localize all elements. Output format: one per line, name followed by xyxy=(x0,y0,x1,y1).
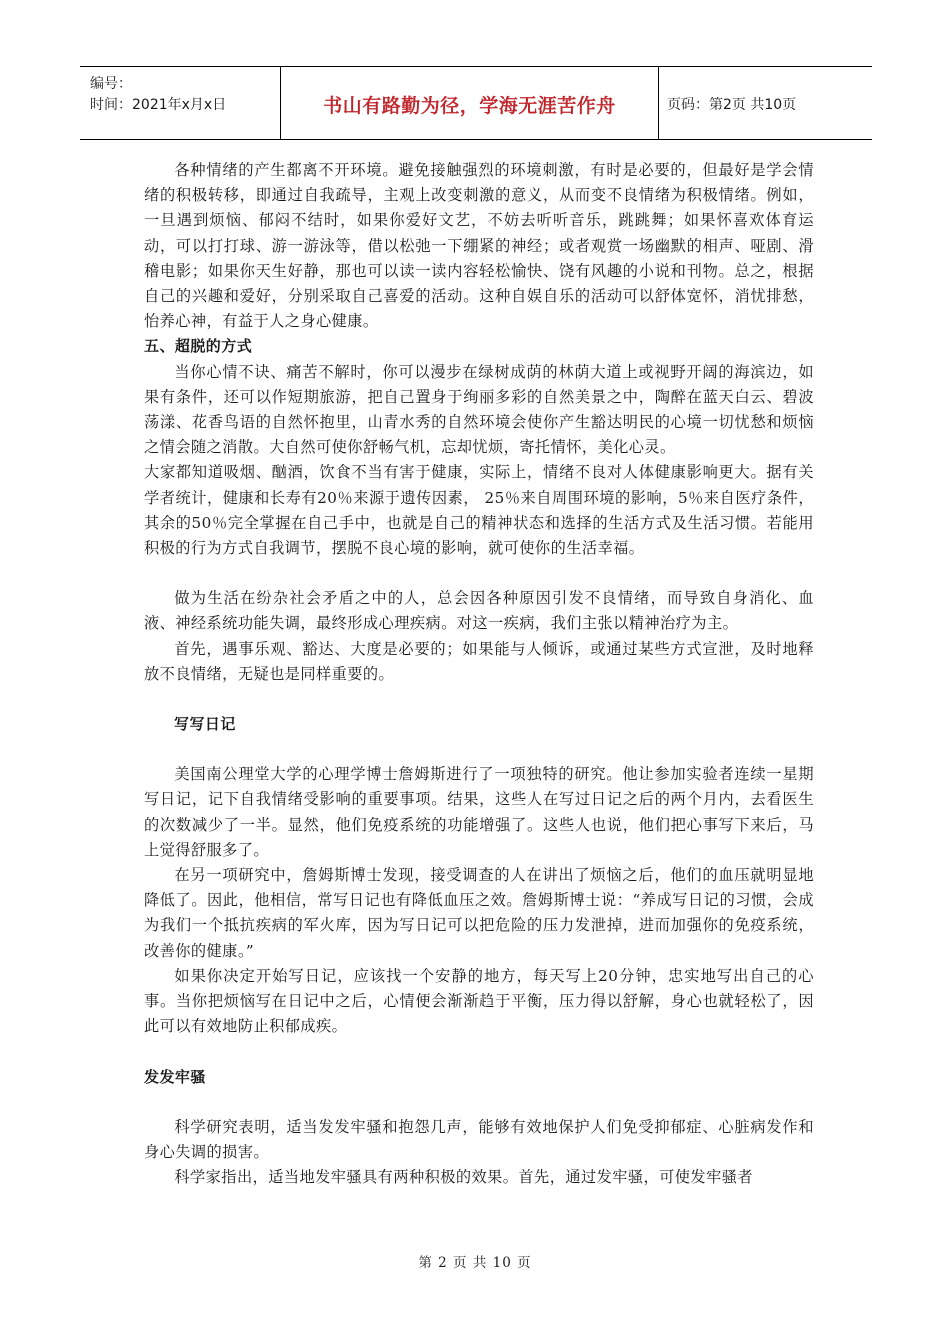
header-page-cell xyxy=(659,67,872,139)
document-body xyxy=(144,158,814,1190)
header-meta-cell xyxy=(80,67,281,139)
paragraph: 如果你决定开始写日记，应该找一个安静的地方，每天写上20分钟，忠实地写出自己的心事。当你把烦恼写在日记中之后，心情便会渐渐趋于平衡，压力得以舒解，身心也就轻松了，因此可以有效地防止积郁成疾。 xyxy=(144,966,814,1036)
page-header xyxy=(80,66,872,140)
time-label: 时间：2021年x月x日 xyxy=(90,97,227,113)
paragraph: 美国南公理堂大学的心理学博士詹姆斯进行了一项独特的研究。他让参加实验者连续一星期写日记，记下自我情绪受影响的重要事项。结果，这些人在写过日记之后的两个月内，去看医生的次数减少了一半。显然，他们免疫系统的功能增强了。这些人也说，他们把心事写下来后，马上觉得舒服多了。 xyxy=(144,765,814,859)
paragraph: 首先，遇事乐观、豁达、大度是必要的；如果能与人倾诉，或通过某些方式宣泄，及时地释放不良情绪，无疑也是同样重要的。 xyxy=(144,639,814,683)
paragraph: 各种情绪的产生都离不开环境。避免接触强烈的环境刺激，有时是必要的，但最好是学会情绪的积极转移，即通过自我疏导，主观上改变刺激的意义，从而变不良情绪为积极情绪。例如，一旦遇到烦恼、郁闷不结时，如果你爱好文艺，不妨去听听音乐，跳跳舞；如果怀喜欢体育运动，可以打打球、游一游泳等，借以松弛一下绷紧的神经；或者观赏一场幽默的相声、哑剧、滑稽电影；如果你天生好静，那也可以读一读内容轻松愉快、饶有风趣的小说和刊物。总之，根据自己的兴趣和爱好，分别采取自己喜爱的活动。这种自娱自乐的活动可以舒体宽怀，消忧排愁，怡养心神，有益于人之身心健康。 xyxy=(144,161,814,331)
section-heading: 写写日记 xyxy=(174,715,236,734)
page-footer: 第 2 页 共 10 页 xyxy=(418,1255,532,1271)
paragraph: 大家都知道吸烟、酗酒，饮食不当有害于健康，实际上，情绪不良对人体健康影响更大。据有关学者统计，健康和长寿有20％来源于遗传因素， 25％来自周围环境的影响，5％来自医疗条件，其余的50％完全掌握在自己手中，也就是自己的精神状态和选择的生活方式及生活习惯。若能用积极的行为方式自我调节，摆脱不良心境的影响，就可使你的生活幸福。 xyxy=(144,463,814,558)
page-number-label: 页码：第2页 共10页 xyxy=(667,97,797,113)
motto-text: 书山有路勤为径，学海无涯苦作舟 xyxy=(323,95,616,117)
paragraph: 科学研究表明，适当发发牢骚和抱怨几声，能够有效地保护人们免受抑郁症、心脏病发作和身心失调的损害。 xyxy=(144,1117,814,1161)
paragraph: 做为生活在纷杂社会矛盾之中的人，总会因各种原因引发不良情绪，而导致自身消化、血液、神经系统功能失调，最终形成心理疾病。对这一疾病，我们主张以精神治疗为主。 xyxy=(144,589,814,633)
section-heading: 发发牢骚 xyxy=(144,1067,206,1086)
header-motto-cell xyxy=(281,67,659,139)
paragraph: 科学家指出，适当地发牢骚具有两种积极的效果。首先，通过发牢骚，可使发牢骚者 xyxy=(174,1168,753,1187)
section-heading: 五、超脱的方式 xyxy=(144,337,253,356)
number-label: 编号： xyxy=(90,76,132,92)
paragraph: 在另一项研究中，詹姆斯博士发现，接受调查的人在讲出了烦恼之后，他们的血压就明显地降低了。因此，他相信，常写日记也有降低血压之效。詹姆斯博士说：“养成写日记的习惯，会成为我们一个抵抗疾病的军火库，因为写日记可以把危险的压力发泄掉，进而加强你的免疫系统，改善你的健康。” xyxy=(144,866,814,960)
paragraph: 当你心情不诀、痛苦不解时，你可以漫步在绿树成荫的林荫大道上或视野开阔的海滨边，如果有条件，还可以作短期旅游，把自己置身于绚丽多彩的自然美景之中，陶醉在蓝天白云、碧波荡漾、花香鸟语的自然怀抱里，山青水秀的自然环境会使你产生豁达明民的心境一切忧愁和烦恼之情会随之消散。大自然可使你舒畅气机，忘却忧烦，寄托情怀，美化心灵。 xyxy=(144,362,814,457)
